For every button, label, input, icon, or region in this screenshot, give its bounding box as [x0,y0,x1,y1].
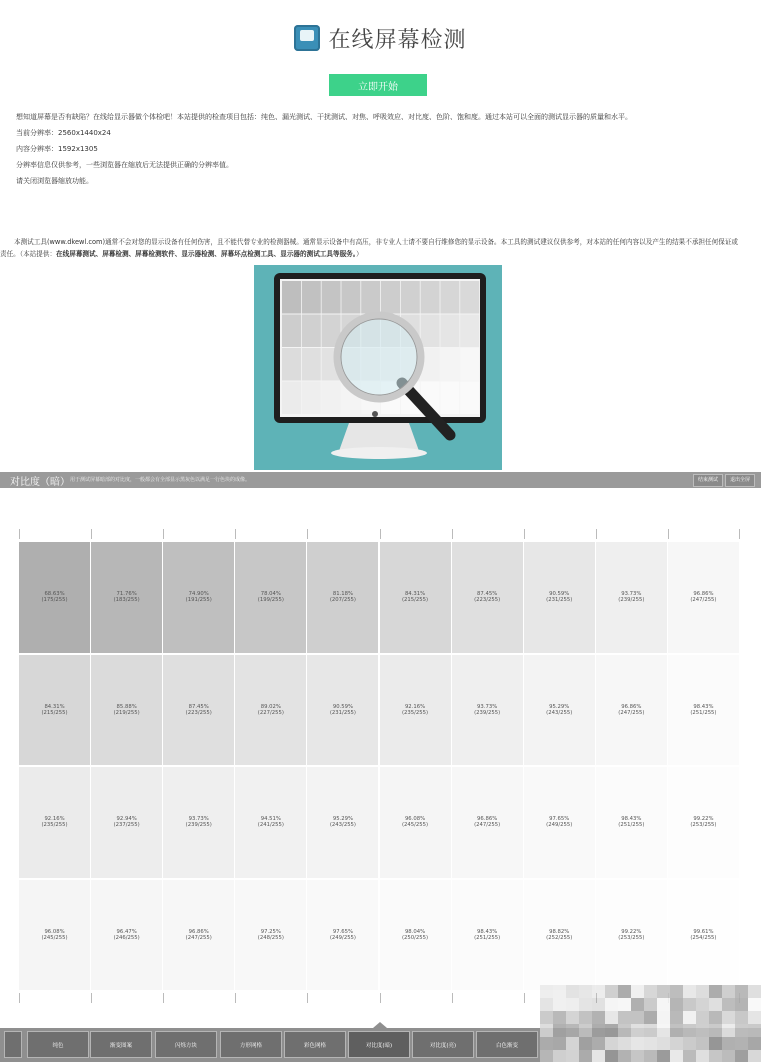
contrast-cell [163,655,234,766]
site-header [0,18,761,58]
pixel-block [618,998,631,1011]
mini-grid-cell [440,382,459,415]
pixel-block [644,998,657,1011]
cell-percent: 98.43% [477,928,498,935]
cell-fraction: (243/255) [546,709,573,716]
mini-grid-cell [282,382,301,415]
cell-percent: 96.86% [188,928,209,935]
mini-grid-cell [322,382,341,415]
pixel-block [566,1037,579,1050]
mini-grid-cell [302,315,321,348]
pixel-block [605,1050,618,1062]
end-test-button[interactable]: 结束测试 [693,474,723,487]
cell-percent: 99.22% [621,928,642,935]
cell-percent: 87.45% [477,591,498,598]
cell-percent: 96.86% [693,591,714,598]
cell-percent: 97.25% [260,928,281,935]
disclaimer-prefix: 责任。（本站提供： [0,250,57,258]
disclaimer-line-1: 本测试工具(www.dkewl.com)通常不会对您的显示设备有任何伤害，且不能代替专业的检测器械。通常显示设备中有高压，非专业人士请不要自行维修您的显示设备。本工具的测试建议仅供参考，对本站的任何内容以及产生的结果不承担任何保证或 [14,238,739,246]
nav-item[interactable]: 渐变图案 [90,1031,152,1058]
pixel-block [722,1011,735,1024]
pixel-block [683,985,696,998]
mini-grid-cell [460,348,479,381]
mini-grid-cell [460,315,479,348]
pixel-block [748,1011,761,1024]
pixel-block [605,985,618,998]
mini-grid-cell [440,348,459,381]
nav-item[interactable]: 纯色 [27,1031,89,1058]
pixel-block [683,1011,696,1024]
mini-grid-cell [302,348,321,381]
mini-grid-cell [460,281,479,314]
pixel-block [618,1011,631,1024]
pixel-block [670,1024,683,1037]
cell-fraction: (249/255) [546,822,573,829]
cell-fraction: (235/255) [41,822,68,829]
mini-grid-cell [460,382,479,415]
cell-fraction: (251/255) [690,709,717,716]
pixel-block [592,1024,605,1037]
contrast-cell [596,542,667,653]
pixel-block [748,985,761,998]
pixel-block [657,985,670,998]
cell-percent: 93.73% [477,703,498,710]
page-title: 在线屏幕检测 [328,27,467,53]
contrast-cell [524,880,595,991]
pixel-block [670,1050,683,1062]
cell-percent: 95.29% [332,816,354,823]
grid-tick [19,993,20,1003]
cell-fraction: (252/255) [546,934,573,941]
disclaimer [0,236,761,260]
contrast-cell [235,880,306,991]
cell-fraction: (254/255) [690,934,717,941]
pixel-block [631,998,644,1011]
cell-fraction: (245/255) [41,934,68,941]
contrast-cell [380,542,451,653]
mini-grid-cell [302,281,321,314]
pixel-block [592,998,605,1011]
pixel-block [683,1024,696,1037]
cell-fraction: (215/255) [41,709,68,716]
pixel-block [735,1024,748,1037]
pixel-block [709,998,722,1011]
pixel-block [631,1024,644,1037]
intro-description: 想知道屏幕是否有缺陷？在线给显示器做个体检吧！本站提供的检查项目包括：纯色、漏光测试、干扰测试、对焦、呼吸效应、对比度、色阶、饱和度。通过本站可以全面的测试显示器的质量和水平。 [16,113,632,121]
contrast-cell [91,542,162,653]
contrast-cell [19,542,90,653]
cell-fraction: (219/255) [113,709,140,716]
cell-fraction: (239/255) [185,822,212,829]
mini-grid-cell [282,315,301,348]
pixel-block [592,1037,605,1050]
grid-tick [739,529,740,539]
cell-percent: 89.02% [260,703,281,710]
cell-percent: 97.65% [332,928,354,935]
cell-percent: 81.18% [332,591,354,598]
contrast-cell [307,880,378,991]
contrast-cell [452,542,523,653]
cell-fraction: (235/255) [401,709,429,716]
pixel-block [696,1050,709,1062]
cell-percent: 98.43% [693,703,714,710]
cell-percent: 84.31% [44,703,65,710]
cell-percent: 92.16% [44,816,65,823]
contrast-cell [596,655,667,766]
cell-fraction: (247/255) [474,822,501,829]
pixel-block [683,998,696,1011]
pixel-block [722,1037,735,1050]
pixel-block [579,1011,592,1024]
cell-percent: 74.90% [188,591,209,598]
start-button[interactable]: 立即开始 [329,74,427,96]
cell-percent: 97.65% [549,816,570,823]
contrast-cell [91,880,162,991]
pixel-block [722,985,735,998]
contrast-cell [19,880,90,991]
pixel-block [722,1050,735,1062]
contrast-grid [19,541,740,991]
pixel-block [696,985,709,998]
pixel-block [709,1024,722,1037]
cell-fraction: (191/255) [185,597,212,604]
cell-percent: 96.86% [621,703,642,710]
contrast-cell [596,880,667,991]
cell-percent: 95.29% [549,703,570,710]
pixel-block [748,1050,761,1062]
nav-item[interactable]: 对比度(暗) [348,1031,410,1058]
cell-percent: 90.59% [332,703,354,710]
cell-percent: 94.51% [260,816,281,823]
pixel-block [592,1050,605,1062]
pixel-block [644,1037,657,1050]
test-toolbar [0,472,761,488]
grid-tick [163,529,164,539]
cell-percent: 90.59% [549,591,570,598]
content-resolution: 内容分辨率：1592x1305 [16,145,98,153]
pixel-block [644,1011,657,1024]
contrast-cell [91,655,162,766]
cell-fraction: (215/255) [401,597,429,604]
pixel-block [644,1024,657,1037]
pixel-block [592,1011,605,1024]
pixel-block [605,1024,618,1037]
pixel-block [748,1024,761,1037]
contrast-cell [524,767,595,878]
pixel-block [709,985,722,998]
pixel-block [540,1037,553,1050]
resolution-note: 分辨率信息仅供参考，一些浏览器在缩放后无法提供正确的分辨率值。 [16,161,233,169]
cell-fraction: (223/255) [185,709,212,716]
cell-percent: 99.22% [693,816,714,823]
pixel-block [696,1024,709,1037]
cell-fraction: (175/255) [41,597,68,604]
cell-fraction: (239/255) [618,597,645,604]
cell-percent: 98.43% [621,816,642,823]
pixel-block [735,998,748,1011]
pixel-block [670,985,683,998]
contrast-cell [596,767,667,878]
nav-item[interactable]: 方形网格 [220,1031,282,1058]
pixel-block [605,1037,618,1050]
pixel-block [540,1024,553,1037]
contrast-cell [524,542,595,653]
contrast-cell [380,767,451,878]
cell-fraction: (251/255) [474,934,501,941]
mini-grid-cell [401,281,420,314]
contrast-cell [235,542,306,653]
pixel-block [631,985,644,998]
pixel-block [657,1011,670,1024]
pixel-block [657,1037,670,1050]
grid-tick [380,529,381,539]
nav-item[interactable]: 闪烁方块 [155,1031,217,1058]
mini-grid-cell [421,281,440,314]
pixel-block [553,1050,566,1062]
mini-grid-cell [440,315,459,348]
test-description: 用于测试屏幕暗部的对比度，一般都会有全部显示黑灰色以满足一行色块的成像。 [70,477,251,483]
cell-fraction: (246/255) [113,934,140,941]
nav-item-stub[interactable] [4,1031,22,1058]
cell-fraction: (247/255) [690,597,717,604]
cell-fraction: (237/255) [113,822,140,829]
cell-percent: 68.63% [44,591,65,598]
cell-fraction: (227/255) [257,709,284,716]
grid-tick [91,993,92,1003]
cell-fraction: (241/255) [257,822,284,829]
contrast-cell [668,655,739,766]
pixel-block [696,1037,709,1050]
cell-fraction: (247/255) [618,709,645,716]
pixel-block [566,1024,579,1037]
pixel-block [553,985,566,998]
pixel-block [670,1037,683,1050]
grid-tick [452,993,453,1003]
pixel-block [579,998,592,1011]
contrast-cell [307,542,378,653]
pixel-block [540,985,553,998]
pixel-block [709,1050,722,1062]
nav-item[interactable]: 对比度(亮) [412,1031,474,1058]
cell-fraction: (251/255) [618,822,645,829]
pixel-block [735,985,748,998]
contrast-cell [19,655,90,766]
pixel-block [618,1024,631,1037]
pixel-block [631,1037,644,1050]
monitor-magnifier-icon [294,25,320,51]
zoom-note: 请关闭浏览器缩放功能。 [16,177,93,185]
pixel-block [709,1037,722,1050]
contrast-cell [380,655,451,766]
pixel-block [553,1037,566,1050]
pixel-block [657,998,670,1011]
pixel-block [540,998,553,1011]
cell-percent: 96.08% [404,816,426,823]
pixel-block [735,1050,748,1062]
pixel-block [540,1050,553,1062]
pixel-block [579,985,592,998]
cell-fraction: (253/255) [690,822,717,829]
pixel-block [670,1011,683,1024]
cell-fraction: (199/255) [257,597,284,604]
pixel-block [644,1050,657,1062]
pixel-block [709,1011,722,1024]
grid-tick [596,529,597,539]
cell-percent: 85.88% [116,703,137,710]
contrast-cell [452,880,523,991]
cell-percent: 87.45% [188,703,209,710]
cell-fraction: (231/255) [546,597,573,604]
pixel-block [618,1037,631,1050]
cell-percent: 84.31% [404,591,426,598]
pixel-block [670,998,683,1011]
mini-grid-cell [282,348,301,381]
grid-tick [524,529,525,539]
contrast-cell [19,767,90,878]
pixel-block [657,1050,670,1062]
contrast-cell [668,767,739,878]
pixel-block [735,1037,748,1050]
contrast-cell [307,655,378,766]
grid-tick [380,993,381,1003]
pixel-block [553,1011,566,1024]
pixel-block [579,1050,592,1062]
cell-percent: 98.04% [404,928,426,935]
contrast-cell [452,655,523,766]
pixel-block [722,1024,735,1037]
current-resolution: 当前分辨率：2560x1440x24 [16,129,111,137]
cell-fraction: (245/255) [401,822,429,829]
cell-percent: 98.82% [549,928,570,935]
pixel-block [722,998,735,1011]
mini-grid-cell [381,281,400,314]
contrast-cell [235,767,306,878]
contrast-cell [235,655,306,766]
cell-percent: 71.76% [116,591,137,598]
pixel-block [657,1024,670,1037]
grid-tick [235,529,236,539]
cell-fraction: (183/255) [113,597,140,604]
grid-tick [307,993,308,1003]
mini-grid-cell [282,281,301,314]
exit-fullscreen-button[interactable]: 退出全屏 [725,474,755,487]
mini-grid-cell [302,382,321,415]
mini-grid-cell [322,281,341,314]
contrast-cell [524,655,595,766]
pixel-block [631,1050,644,1062]
pixel-block [696,1011,709,1024]
cell-fraction: (250/255) [401,934,429,941]
grid-tick [163,993,164,1003]
cell-percent: 96.08% [44,928,65,935]
cell-fraction: (253/255) [618,934,645,941]
pixel-block [579,1037,592,1050]
mini-grid-cell [421,315,440,348]
contrast-cell [380,880,451,991]
cell-fraction: (207/255) [329,597,356,604]
cell-fraction: (249/255) [329,934,356,941]
nav-item[interactable]: 白色渐变 [476,1031,538,1058]
cell-fraction: (247/255) [185,934,212,941]
contrast-cell [91,767,162,878]
cell-fraction: (231/255) [329,709,356,716]
cell-fraction: (248/255) [257,934,284,941]
grid-tick [307,529,308,539]
pixel-block [683,1050,696,1062]
cell-fraction: (223/255) [474,597,501,604]
grid-tick [668,529,669,539]
cell-percent: 93.73% [188,816,209,823]
cell-fraction: (243/255) [329,822,356,829]
cell-percent: 92.16% [404,703,426,710]
cell-percent: 96.86% [477,816,498,823]
cell-percent: 96.47% [116,928,137,935]
pixel-block [566,1050,579,1062]
contrast-cell [452,767,523,878]
cell-fraction: (239/255) [474,709,501,716]
test-title: 对比度（暗） [10,477,70,488]
grid-tick [91,529,92,539]
cell-percent: 92.94% [116,816,137,823]
pixel-block [579,1024,592,1037]
pixel-block [618,985,631,998]
pixelated-overlay [540,985,761,1062]
pixel-block [553,1024,566,1037]
pixel-block [748,1037,761,1050]
contrast-cell [163,767,234,878]
pixel-block [566,998,579,1011]
cell-percent: 78.04% [260,591,281,598]
nav-item[interactable]: 彩色网格 [284,1031,346,1058]
pixel-block [553,998,566,1011]
contrast-cell [163,542,234,653]
pixel-block [605,998,618,1011]
mini-grid-cell [361,281,380,314]
contrast-cell [668,880,739,991]
grid-tick [524,993,525,1003]
mini-grid-cell [341,281,360,314]
services-list: 在线屏幕测试、屏幕检测、屏幕检测软件、显示器检测、屏幕坏点检测工具、显示器的测试工具等服务。 [56,250,357,258]
pixel-block [540,1011,553,1024]
pixel-block [683,1037,696,1050]
pixel-block [592,985,605,998]
pixel-block [631,1011,644,1024]
grid-tick [452,529,453,539]
mini-grid-cell [440,281,459,314]
pixel-block [618,1050,631,1062]
pixel-block [735,1011,748,1024]
grid-tick [19,529,20,539]
grid-tick [235,993,236,1003]
contrast-cell [163,880,234,991]
pixel-block [696,998,709,1011]
pixel-block [748,998,761,1011]
disclaimer-line-2 [0,248,761,260]
cell-percent: 93.73% [621,591,642,598]
cell-percent: 99.61% [693,928,714,935]
monitor-magnifier-illustration [254,265,502,470]
disclaimer-suffix: ） [356,250,363,258]
pixel-block [566,985,579,998]
contrast-cell [668,542,739,653]
contrast-cell [307,767,378,878]
pixel-block [605,1011,618,1024]
pixel-block [644,985,657,998]
pixel-block [566,1011,579,1024]
